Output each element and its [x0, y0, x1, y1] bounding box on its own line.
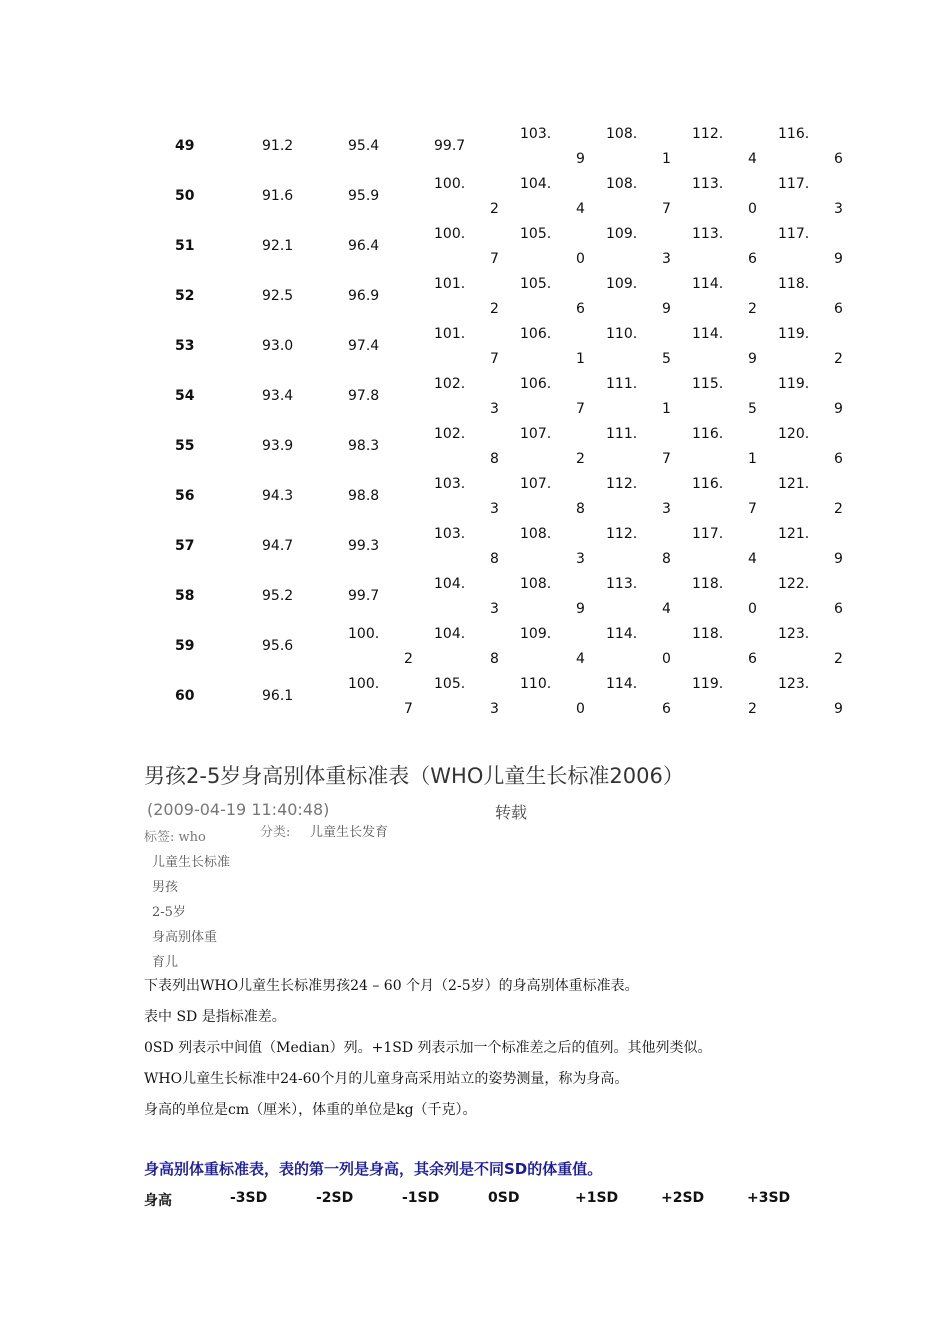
weight-cell: 100. [348, 626, 380, 642]
weight-cell: 114. [692, 276, 724, 292]
weight-cell-wrap: 4 [748, 151, 757, 167]
weight-cell: 119. [778, 376, 810, 392]
weight-cell: 95.9 [348, 188, 380, 204]
column-header: -2SD [316, 1190, 354, 1206]
height-cell: 51 [175, 238, 195, 254]
weight-cell: 109. [606, 276, 638, 292]
weight-cell: 121. [778, 526, 810, 542]
weight-cell: 108. [606, 176, 638, 192]
weight-cell: 101. [434, 276, 466, 292]
weight-cell: 92.1 [262, 238, 294, 254]
column-header: -1SD [402, 1190, 440, 1206]
weight-cell: 117. [778, 176, 810, 192]
table-row [0, 326, 950, 376]
weight-cell-wrap: 7 [490, 251, 499, 267]
weight-cell-wrap: 7 [662, 451, 671, 467]
column-header: +2SD [661, 1190, 705, 1206]
height-cell: 57 [175, 538, 195, 554]
category-label: 分类: [260, 825, 291, 840]
weight-cell-wrap: 2 [404, 651, 413, 667]
weight-cell-wrap: 8 [490, 651, 499, 667]
weight-cell: 96.1 [262, 688, 294, 704]
weight-cell: 112. [606, 526, 638, 542]
weight-cell: 103. [520, 126, 552, 142]
weight-cell-wrap: 2 [490, 301, 499, 317]
paragraph: 0SD 列表示中间值（Median）列。+1SD 列表示加一个标准差之后的值列。其他列类似。 [144, 1040, 712, 1056]
weight-cell: 113. [692, 226, 724, 242]
tag-link[interactable]: 育儿 [152, 955, 179, 970]
weight-cell-wrap: 0 [748, 201, 757, 217]
weight-cell: 110. [606, 326, 638, 342]
weight-cell-wrap: 0 [576, 701, 585, 717]
weight-cell: 118. [778, 276, 810, 292]
weight-cell: 123. [778, 676, 810, 692]
weight-cell-wrap: 6 [834, 151, 843, 167]
height-cell: 52 [175, 288, 195, 304]
weight-cell-wrap: 9 [834, 701, 843, 717]
weight-cell-wrap: 6 [748, 651, 757, 667]
weight-cell: 95.2 [262, 588, 294, 604]
table-row [0, 276, 950, 326]
table-caption: 身高别体重标准表，表的第一列是身高，其余列是不同SD的体重值。 [144, 1160, 603, 1178]
table-row [0, 376, 950, 426]
weight-cell: 91.6 [262, 188, 294, 204]
article-title: 男孩2-5岁身高别体重标准表（WHO儿童生长标准2006） [144, 764, 684, 788]
weight-cell-wrap: 9 [576, 151, 585, 167]
weight-cell-wrap: 6 [834, 451, 843, 467]
weight-cell: 101. [434, 326, 466, 342]
weight-cell: 113. [606, 576, 638, 592]
weight-cell-wrap: 9 [834, 251, 843, 267]
weight-cell: 116. [778, 126, 810, 142]
weight-cell: 96.4 [348, 238, 380, 254]
height-cell: 55 [175, 438, 195, 454]
weight-cell: 97.8 [348, 388, 380, 404]
weight-cell-wrap: 2 [490, 201, 499, 217]
column-header: +1SD [575, 1190, 619, 1206]
weight-cell: 95.4 [348, 138, 380, 154]
column-header: +3SD [747, 1190, 791, 1206]
weight-cell-wrap: 3 [662, 501, 671, 517]
weight-cell-wrap: 0 [576, 251, 585, 267]
weight-cell: 117. [692, 526, 724, 542]
weight-cell: 102. [434, 376, 466, 392]
weight-cell: 111. [606, 426, 638, 442]
weight-cell: 105. [520, 276, 552, 292]
category-link[interactable]: 儿童生长发育 [310, 825, 389, 840]
weight-cell-wrap: 9 [834, 401, 843, 417]
weight-cell: 106. [520, 326, 552, 342]
weight-cell-wrap: 1 [748, 451, 757, 467]
weight-cell: 119. [778, 326, 810, 342]
tag-link[interactable]: 男孩 [152, 880, 179, 895]
weight-cell: 110. [520, 676, 552, 692]
weight-cell: 100. [434, 176, 466, 192]
weight-cell: 108. [606, 126, 638, 142]
weight-cell-wrap: 3 [834, 201, 843, 217]
paragraph: 下表列出WHO儿童生长标准男孩24 – 60 个月（2-5岁）的身高别体重标准表。 [144, 978, 639, 994]
weight-cell-wrap: 7 [748, 501, 757, 517]
column-header: 0SD [488, 1190, 520, 1206]
weight-cell: 116. [692, 476, 724, 492]
weight-cell: 114. [606, 626, 638, 642]
table-row [0, 226, 950, 276]
weight-cell-wrap: 6 [834, 601, 843, 617]
weight-cell-wrap: 7 [490, 351, 499, 367]
weight-cell: 100. [348, 676, 380, 692]
weight-cell: 112. [606, 476, 638, 492]
height-cell: 50 [175, 188, 195, 204]
weight-cell-wrap: 0 [662, 651, 671, 667]
weight-cell-wrap: 2 [576, 451, 585, 467]
weight-cell: 114. [606, 676, 638, 692]
weight-cell: 120. [778, 426, 810, 442]
weight-cell-wrap: 1 [662, 401, 671, 417]
weight-cell: 115. [692, 376, 724, 392]
weight-cell: 109. [520, 626, 552, 642]
weight-cell: 95.6 [262, 638, 294, 654]
weight-cell-wrap: 2 [834, 651, 843, 667]
weight-cell-wrap: 2 [748, 701, 757, 717]
weight-cell-wrap: 4 [748, 551, 757, 567]
weight-cell-wrap: 9 [748, 351, 757, 367]
weight-cell: 117. [778, 226, 810, 242]
weight-cell-wrap: 9 [662, 301, 671, 317]
weight-cell-wrap: 7 [404, 701, 413, 717]
weight-cell-wrap: 5 [748, 401, 757, 417]
weight-cell: 104. [520, 176, 552, 192]
weight-cell-wrap: 2 [834, 501, 843, 517]
height-cell: 49 [175, 138, 195, 154]
weight-cell: 108. [520, 576, 552, 592]
weight-cell: 100. [434, 226, 466, 242]
weight-cell-wrap: 6 [834, 301, 843, 317]
weight-cell: 103. [434, 476, 466, 492]
weight-cell-wrap: 6 [576, 301, 585, 317]
weight-cell: 94.7 [262, 538, 294, 554]
height-cell: 58 [175, 588, 195, 604]
weight-cell: 114. [692, 326, 724, 342]
weight-cell: 97.4 [348, 338, 380, 354]
repost-label[interactable]: 转载 [495, 803, 528, 822]
weight-cell-wrap: 8 [576, 501, 585, 517]
weight-cell: 98.3 [348, 438, 380, 454]
column-header: -3SD [230, 1190, 268, 1206]
tags-label[interactable]: 标签: who [144, 830, 206, 845]
weight-cell: 122. [778, 576, 810, 592]
weight-cell-wrap: 3 [490, 601, 499, 617]
weight-cell: 92.5 [262, 288, 294, 304]
weight-cell-wrap: 9 [576, 601, 585, 617]
height-cell: 54 [175, 388, 195, 404]
height-cell: 60 [175, 688, 195, 704]
table-row [0, 476, 950, 526]
height-cell: 56 [175, 488, 195, 504]
post-date: (2009-04-19 11:40:48) [147, 800, 330, 819]
weight-cell-wrap: 1 [576, 351, 585, 367]
tag-link[interactable]: 儿童生长标准 [152, 855, 231, 870]
weight-cell-wrap: 1 [662, 151, 671, 167]
table-row [0, 526, 950, 576]
weight-cell-wrap: 2 [834, 351, 843, 367]
tag-link[interactable]: 2-5岁 [152, 905, 186, 920]
tag-link[interactable]: 身高别体重 [152, 930, 218, 945]
weight-cell-wrap: 2 [748, 301, 757, 317]
weight-cell: 103. [434, 526, 466, 542]
weight-cell: 121. [778, 476, 810, 492]
weight-cell: 93.4 [262, 388, 294, 404]
weight-cell-wrap: 3 [662, 251, 671, 267]
paragraph: 身高的单位是cm（厘米），体重的单位是kg（千克）。 [144, 1102, 477, 1118]
weight-cell-wrap: 3 [576, 551, 585, 567]
weight-cell: 105. [520, 226, 552, 242]
weight-cell: 107. [520, 426, 552, 442]
weight-cell: 113. [692, 176, 724, 192]
weight-cell: 107. [520, 476, 552, 492]
weight-cell: 104. [434, 576, 466, 592]
weight-cell: 118. [692, 576, 724, 592]
table-row [0, 176, 950, 226]
weight-cell: 102. [434, 426, 466, 442]
weight-cell: 111. [606, 376, 638, 392]
table-row [0, 626, 950, 676]
weight-cell: 112. [692, 126, 724, 142]
weight-cell-wrap: 4 [662, 601, 671, 617]
weight-cell: 109. [606, 226, 638, 242]
height-cell: 59 [175, 638, 195, 654]
weight-cell: 118. [692, 626, 724, 642]
weight-cell: 94.3 [262, 488, 294, 504]
height-cell: 53 [175, 338, 195, 354]
weight-cell-wrap: 8 [662, 551, 671, 567]
weight-cell: 91.2 [262, 138, 294, 154]
weight-cell: 104. [434, 626, 466, 642]
weight-cell-wrap: 4 [576, 651, 585, 667]
weight-cell: 93.9 [262, 438, 294, 454]
weight-cell: 123. [778, 626, 810, 642]
weight-cell: 99.3 [348, 538, 380, 554]
weight-cell-wrap: 9 [834, 551, 843, 567]
weight-cell-wrap: 8 [490, 551, 499, 567]
paragraph: 表中 SD 是指标准差。 [144, 1009, 286, 1025]
weight-cell: 96.9 [348, 288, 380, 304]
weight-cell: 93.0 [262, 338, 294, 354]
weight-cell-wrap: 7 [576, 401, 585, 417]
weight-cell-wrap: 6 [662, 701, 671, 717]
weight-cell: 116. [692, 426, 724, 442]
paragraph: WHO儿童生长标准中24-60个月的儿童身高采用站立的姿势测量，称为身高。 [144, 1071, 629, 1087]
weight-cell: 99.7 [434, 138, 466, 154]
weight-cell-wrap: 6 [748, 251, 757, 267]
weight-cell: 98.8 [348, 488, 380, 504]
weight-cell: 119. [692, 676, 724, 692]
weight-cell: 106. [520, 376, 552, 392]
weight-cell: 99.7 [348, 588, 380, 604]
weight-cell-wrap: 4 [576, 201, 585, 217]
weight-cell-wrap: 3 [490, 401, 499, 417]
weight-cell-wrap: 3 [490, 501, 499, 517]
table-row [0, 426, 950, 476]
weight-cell-wrap: 8 [490, 451, 499, 467]
table-row [0, 676, 950, 726]
weight-cell: 108. [520, 526, 552, 542]
weight-cell-wrap: 0 [748, 601, 757, 617]
weight-cell-wrap: 5 [662, 351, 671, 367]
table-row [0, 576, 950, 626]
weight-cell-wrap: 3 [490, 701, 499, 717]
weight-cell-wrap: 7 [662, 201, 671, 217]
weight-cell: 105. [434, 676, 466, 692]
table-row [0, 126, 950, 176]
column-header: 身高 [144, 1193, 172, 1209]
